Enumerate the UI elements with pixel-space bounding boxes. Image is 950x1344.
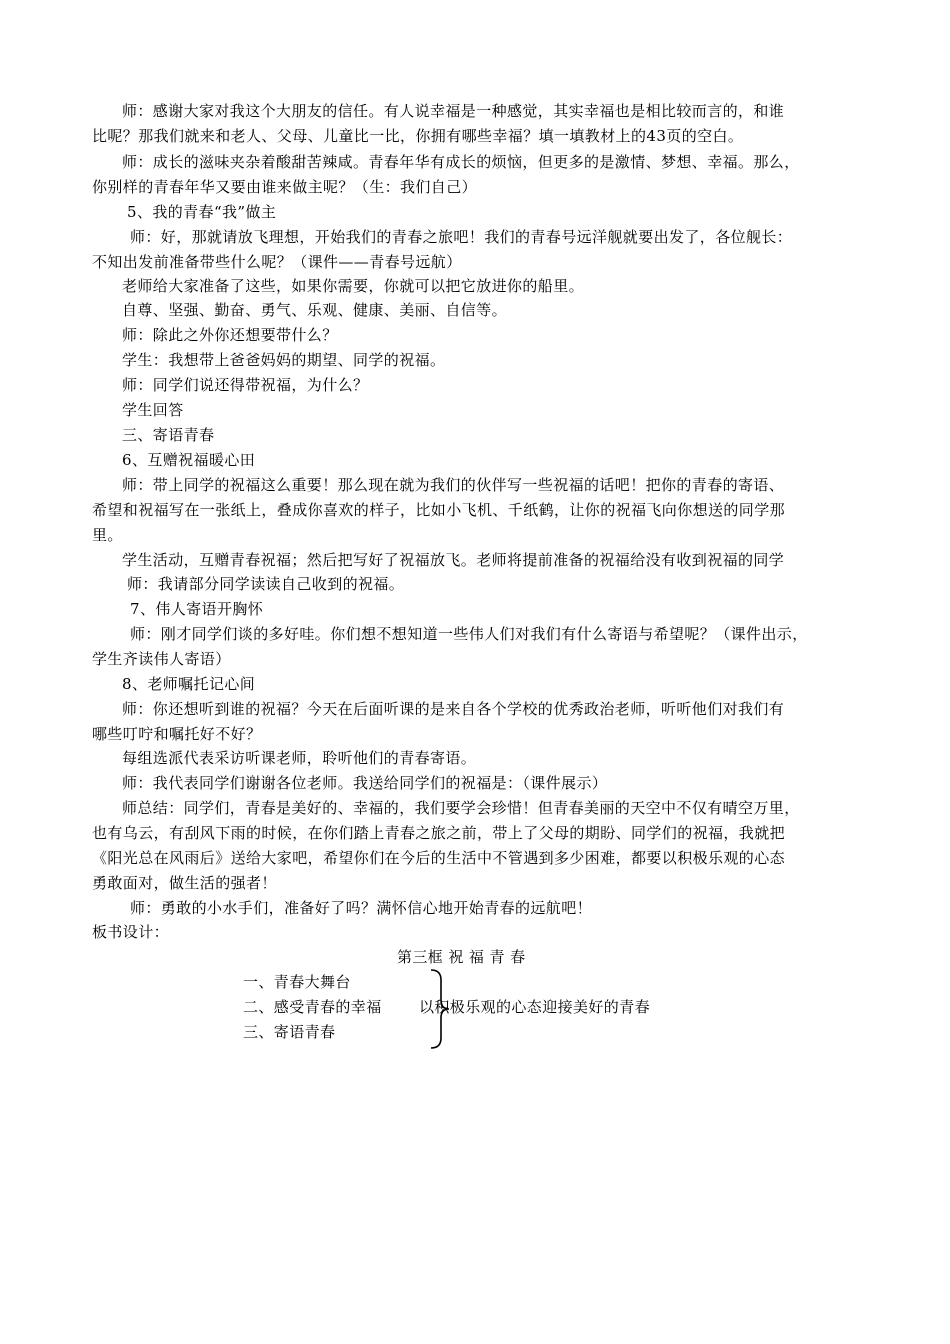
text-line: 学生回答	[122, 401, 184, 419]
text-line: 哪些叮咛和嘱托好不好？	[92, 725, 262, 743]
section-heading: 5、我的青春“我”做主	[127, 203, 277, 221]
text-line: 也有乌云，有刮风下雨的时候，在你们踏上青春之旅之前，带上了父母的期盼、同学们的祝福，我就把	[92, 824, 786, 842]
text-line: 你别样的青春年华又要由谁来做主呢？（生：我们自己）	[92, 178, 478, 196]
section-heading: 三、寄语青春	[122, 426, 215, 444]
board-design-heading: 板书设计：	[92, 923, 170, 941]
text-line: 师：勇敢的小水手们，准备好了吗？满怀信心地开始青春的远航吧！	[130, 899, 593, 917]
text-line: 师：好，那就请放飞理想，开始我们的青春之旅吧！我们的青春号远洋舰就要出发了，各位舰长：	[130, 228, 793, 246]
text-line: 师：成长的滋味夹杂着酸甜苦辣咸。青春年华有成长的烦恼，但更多的是激情、梦想、幸福。那么，	[122, 153, 800, 171]
text-line: 学生：我想带上爸爸妈妈的期望、同学的祝福。	[122, 351, 446, 369]
text-line: 师总结：同学们，青春是美好的、幸福的，我们要学会珍惜！但青春美丽的天空中不仅有晴空万里，	[122, 799, 800, 817]
board-item: 三、寄语青春	[243, 1023, 336, 1041]
text-line: 自尊、坚强、勤奋、勇气、乐观、健康、美丽、自信等。	[122, 301, 508, 319]
text-line: 学生活动，互赠青春祝福；然后把写好了祝福放飞。老师将提前准备的祝福给没有收到祝福的同学	[122, 551, 785, 569]
text-line: 师：同学们说还得带祝福，为什么？	[122, 376, 369, 394]
text-line: 每组选派代表采访听课老师，聆听他们的青春寄语。	[122, 749, 477, 767]
text-line: 师：刚才同学们谈的多好哇。你们想不想知道一些伟人们对我们有什么寄语与希望呢？（课件出示，	[130, 625, 808, 643]
section-heading: 6、互赠祝福暖心田	[122, 451, 256, 469]
text-line: 师：我代表同学们谢谢各位老师。我送给同学们的祝福是：（课件展示）	[122, 774, 608, 792]
section-heading: 7、伟人寄语开胸怀	[130, 600, 264, 618]
text-line: 学生齐读伟人寄语）	[92, 650, 231, 668]
text-line: 希望和祝福写在一张纸上，叠成你喜欢的样子，比如小飞机、千纸鹤，让你的祝福飞向你想送的同学那	[92, 501, 786, 519]
text-line: 勇敢面对，做生活的强者！	[92, 874, 277, 892]
section-heading: 8、老师嘱托记心间	[122, 675, 256, 693]
text-line: 《阳光总在风雨后》送给大家吧，希望你们在今后的生活中不管遇到多少困难，都要以积极乐观的心态	[92, 849, 786, 867]
text-line: 师：带上同学的祝福这么重要！那么现在就为我们的伙伴写一些祝福的话吧！把你的青春的寄语、	[122, 476, 785, 494]
text-line: 不知出发前准备带些什么呢？（课件——青春号远航）	[92, 253, 462, 271]
text-line: 老师给大家准备了这些，如果你需要，你就可以把它放进你的船里。	[122, 277, 585, 295]
text-line: 师：除此之外你还想要带什么？	[122, 326, 338, 344]
text-line: 师：感谢大家对我这个大朋友的信任。有人说幸福是一种感觉，其实幸福也是相比较而言的，和谁	[122, 102, 785, 120]
text-line: 比呢？那我们就来和老人、父母、儿童比一比，你拥有哪些幸福？填一填教材上的43页的空白。	[92, 127, 744, 145]
board-title: 第三框 祝 福 青 春	[397, 948, 526, 966]
text-line: 师：你还想听到谁的祝福？今天在后面听课的是来自各个学校的优秀政治老师，听听他们对我们有	[122, 700, 785, 718]
board-summary: 以积极乐观的心态迎接美好的青春	[419, 998, 651, 1016]
board-item: 二、感受青春的幸福	[243, 998, 382, 1016]
board-item: 一、青春大舞台	[243, 973, 351, 991]
text-line: 师：我请部分同学读读自己收到的祝福。	[127, 575, 405, 593]
text-line: 里。	[92, 526, 123, 544]
